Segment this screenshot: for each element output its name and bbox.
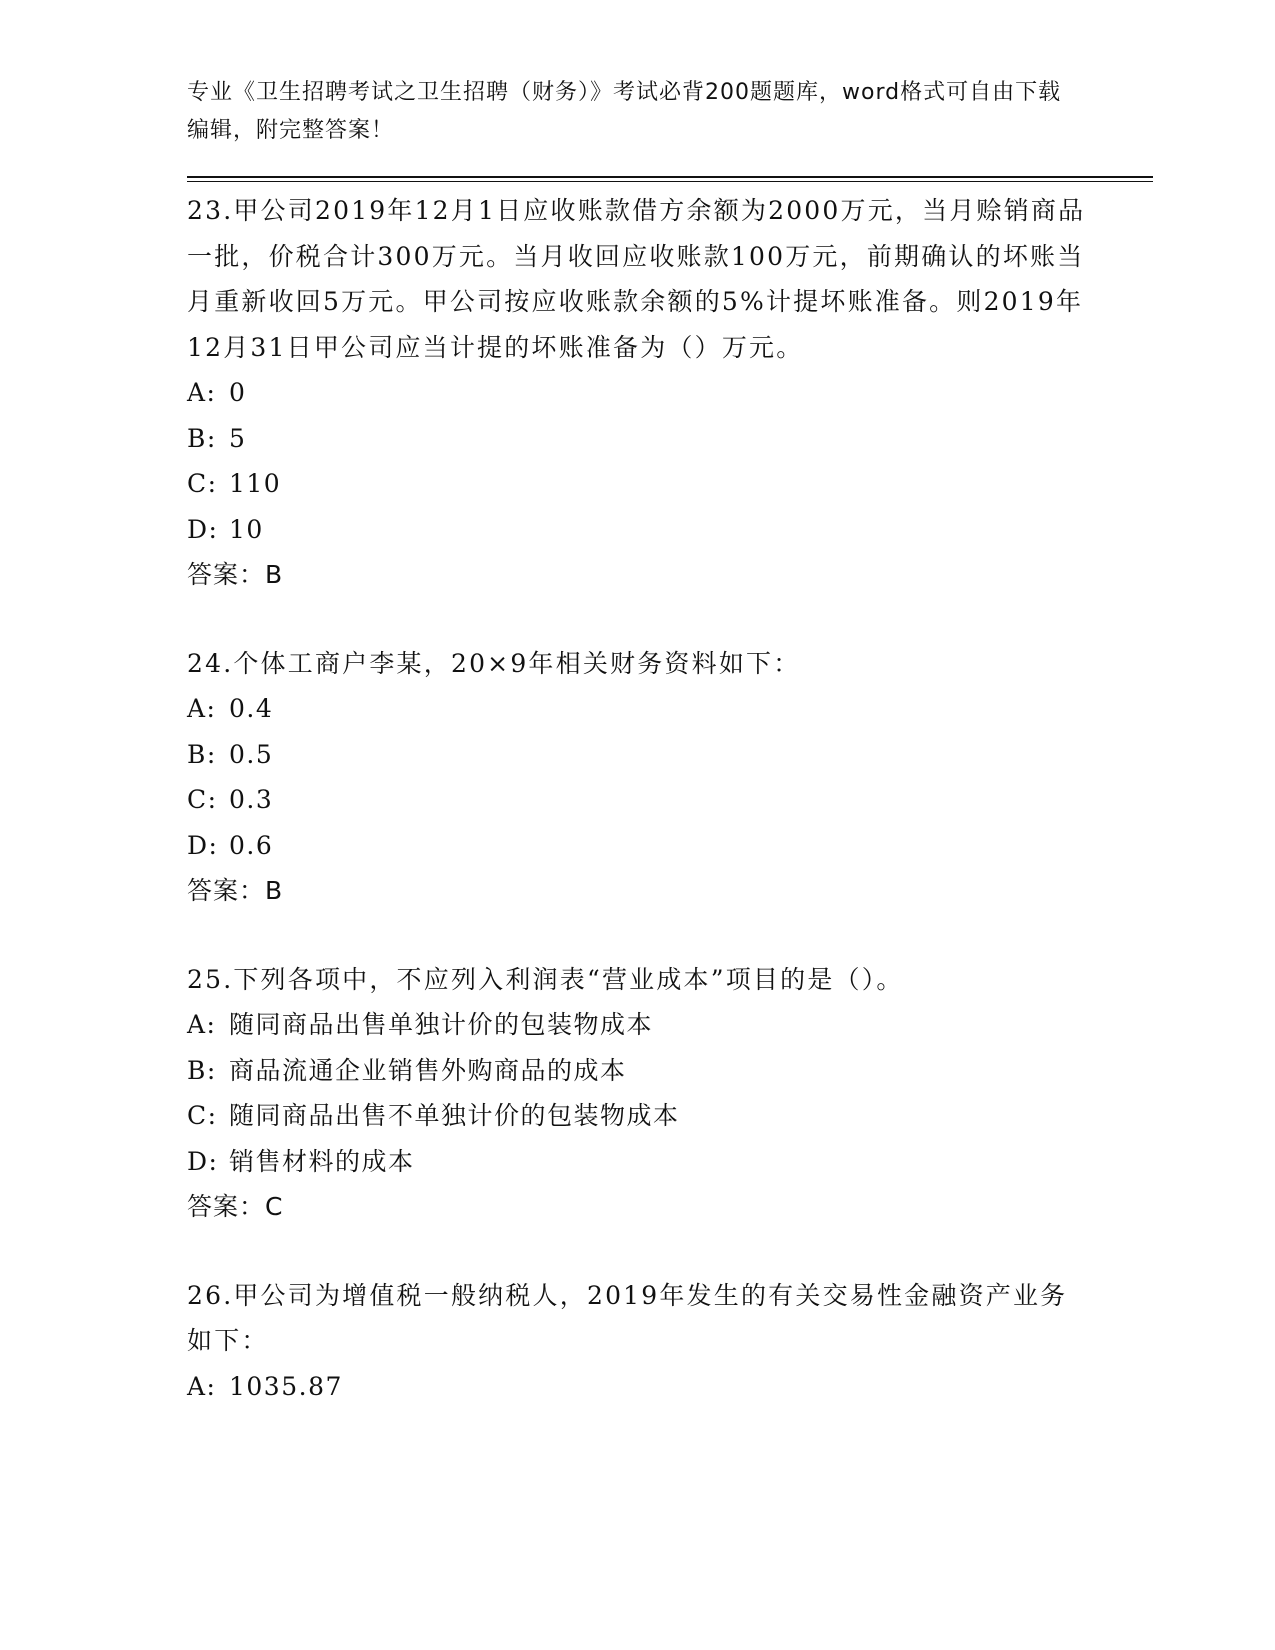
option-key: B: — [187, 1055, 217, 1085]
question-stem: 23.甲公司2019年12月1日应收账款借方余额为2000万元，当月赊销商品一批，价税合计300万元。当月收回应收账款100万元，前期确认的坏账当月重新收回5万元。甲公司按应收账款余额的5%计提坏账准备。则2019年12月31日甲公司应当计提的坏账准备为（）万元。 — [187, 196, 1086, 362]
option-key: A: — [187, 1371, 217, 1401]
question-23 — [187, 188, 1087, 598]
option-key: A: — [187, 1010, 217, 1039]
option-key: A: — [187, 378, 217, 407]
header-divider-thick — [187, 176, 1153, 178]
option-text: 0.5 — [229, 739, 274, 769]
option-d — [187, 1139, 1087, 1185]
option-key: D: — [187, 1146, 219, 1176]
option-text: 销售材料的成本 — [229, 1146, 415, 1176]
option-a — [187, 370, 1087, 416]
option-c — [187, 461, 1087, 507]
question-25 — [187, 957, 1087, 1230]
header-divider-thin — [187, 181, 1153, 182]
option-key: C: — [187, 469, 218, 498]
option-text: 5 — [229, 423, 247, 453]
option-key: B: — [187, 739, 217, 769]
option-key: B: — [187, 423, 217, 453]
question-stem: 26.甲公司为增值税一般纳税人，2019年发生的有关交易性金融资产业务如下： — [187, 1280, 1068, 1355]
option-text: 110 — [229, 469, 282, 498]
option-text: 0.3 — [229, 785, 274, 814]
option-text: 0.6 — [229, 830, 274, 860]
answer: 答案：C — [187, 1192, 284, 1221]
option-d — [187, 507, 1087, 553]
question-26 — [187, 1273, 1087, 1410]
option-key: C: — [187, 785, 218, 814]
option-c — [187, 777, 1087, 823]
question-stem: 25.下列各项中，不应列入利润表“营业成本”项目的是（）。 — [187, 964, 904, 994]
option-text: 商品流通企业销售外购商品的成本 — [229, 1055, 627, 1085]
option-text: 0.4 — [229, 694, 274, 723]
document-header — [187, 74, 1077, 150]
answer: 答案：B — [187, 560, 284, 589]
question-24 — [187, 641, 1087, 914]
option-text: 1035.87 — [229, 1371, 343, 1401]
option-key: A: — [187, 694, 217, 723]
option-c — [187, 1093, 1087, 1139]
option-b — [187, 416, 1087, 462]
option-a — [187, 1002, 1087, 1048]
option-b — [187, 732, 1087, 778]
option-b — [187, 1048, 1087, 1094]
question-stem: 24.个体工商户李某，20×9年相关财务资料如下： — [187, 648, 801, 678]
option-text: 0 — [229, 378, 247, 407]
option-key: D: — [187, 830, 219, 860]
header-title: 专业《卫生招聘考试之卫生招聘（财务）》考试必背200题题库，word格式可自由下载编辑，附完整答案！ — [187, 80, 1062, 143]
option-key: D: — [187, 514, 219, 544]
option-text: 随同商品出售单独计价的包装物成本 — [229, 1010, 654, 1039]
option-key: C: — [187, 1101, 218, 1130]
question-list — [187, 188, 1087, 1452]
option-text: 随同商品出售不单独计价的包装物成本 — [229, 1101, 680, 1130]
option-a — [187, 1364, 1087, 1410]
answer: 答案：B — [187, 876, 284, 905]
option-a — [187, 686, 1087, 732]
option-d — [187, 823, 1087, 869]
option-text: 10 — [229, 514, 264, 544]
